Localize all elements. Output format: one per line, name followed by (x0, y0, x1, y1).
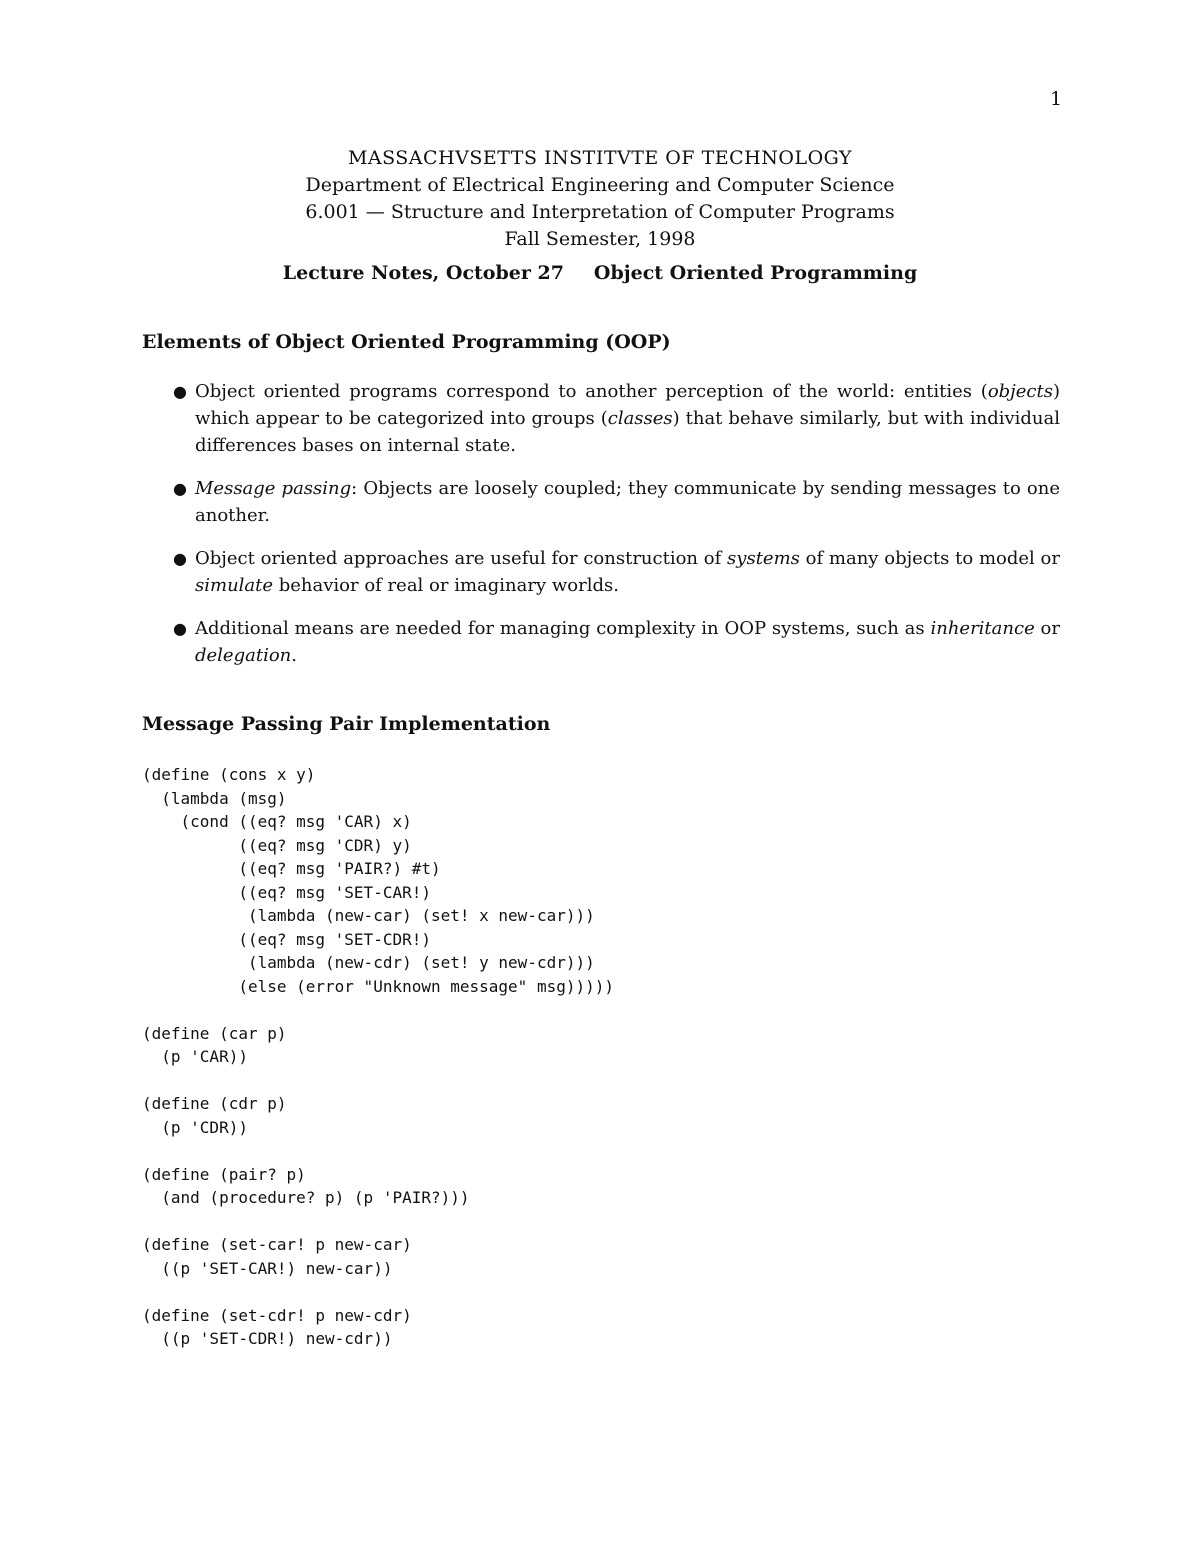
bullet-text: Additional means are needed for managing complexity in OOP systems, such as (195, 618, 931, 639)
bullet-icon: ● (173, 382, 187, 401)
bullet-text: of many objects to model or (799, 548, 1061, 569)
bullet-text: . (291, 645, 297, 666)
list-item (162, 475, 1060, 529)
bullet-text: ) which appear to be categorized into groups ( (195, 381, 1060, 429)
bullet-text: behavior of real or imaginary worlds. (273, 575, 619, 596)
lecture-title (0, 262, 1200, 284)
bullet-text: Object oriented approaches are useful for construction of (195, 548, 728, 569)
lecture-topic: Object Oriented Programming (593, 262, 918, 284)
bullet-emphasis: systems (727, 548, 800, 569)
institution-name: MASSACHVSETTS INSTITVTE OF TECHNOLOGY (347, 147, 853, 169)
bullet-text: Object oriented programs correspond to another perception of the world: entities ( (195, 381, 988, 402)
bullet-list (162, 378, 1060, 685)
document-header (0, 145, 1200, 253)
list-item (162, 545, 1060, 599)
bullet-emphasis: simulate (195, 575, 274, 596)
bullet-emphasis: classes (607, 408, 673, 429)
bullet-emphasis: Message passing (195, 478, 352, 499)
lecture-date: Lecture Notes, October 27 (282, 262, 564, 284)
bullet-emphasis: objects (987, 381, 1053, 402)
bullet-emphasis: inheritance (930, 618, 1035, 639)
bullet-text: ) that behave similarly, but with individual differences bases on internal state. (195, 408, 1060, 456)
section-heading-oop-elements: Elements of Object Oriented Programming (OOP) (142, 331, 671, 353)
page-number: 1 (1050, 88, 1063, 110)
section-heading-message-passing: Message Passing Pair Implementation (142, 713, 551, 735)
bullet-icon: ● (173, 619, 187, 638)
course-title: 6.001 — Structure and Interpretation of Computer Programs (305, 201, 895, 223)
department-name: Department of Electrical Engineering and Computer Science (305, 174, 895, 196)
bullet-emphasis: delegation (195, 645, 292, 666)
semester: Fall Semester, 1998 (504, 228, 696, 250)
bullet-text: or (1034, 618, 1060, 639)
code-block: (define (cons x y) (lambda (msg) (cond ((eq? msg 'CAR) x) ((eq? msg 'CDR) y) ((eq? msg 'PAIR?) #t) ((eq? msg 'SET-CAR!) (lambda (new-car) (set! x new-car))) ((eq? msg 'SET-CDR!) (lambda (new-cdr) (set! y new-cdr))) (else (error "Unknown message" msg))))) (define (car p) (p 'CAR)) (define (cdr p) (p 'CDR)) (define (pair? p) (and (procedure? p) (p 'PAIR?))) (define (set-car! p new-car) ((p 'SET-CAR!) new-car)) (define (set-cdr! p new-cdr) ((p 'SET-CDR!) new-cdr)) (142, 765, 615, 1348)
list-item (162, 378, 1060, 459)
bullet-text: : Objects are loosely coupled; they communicate by sending messages to one another. (195, 478, 1061, 526)
list-item (162, 615, 1060, 669)
bullet-icon: ● (173, 549, 187, 568)
bullet-icon: ● (173, 479, 187, 498)
